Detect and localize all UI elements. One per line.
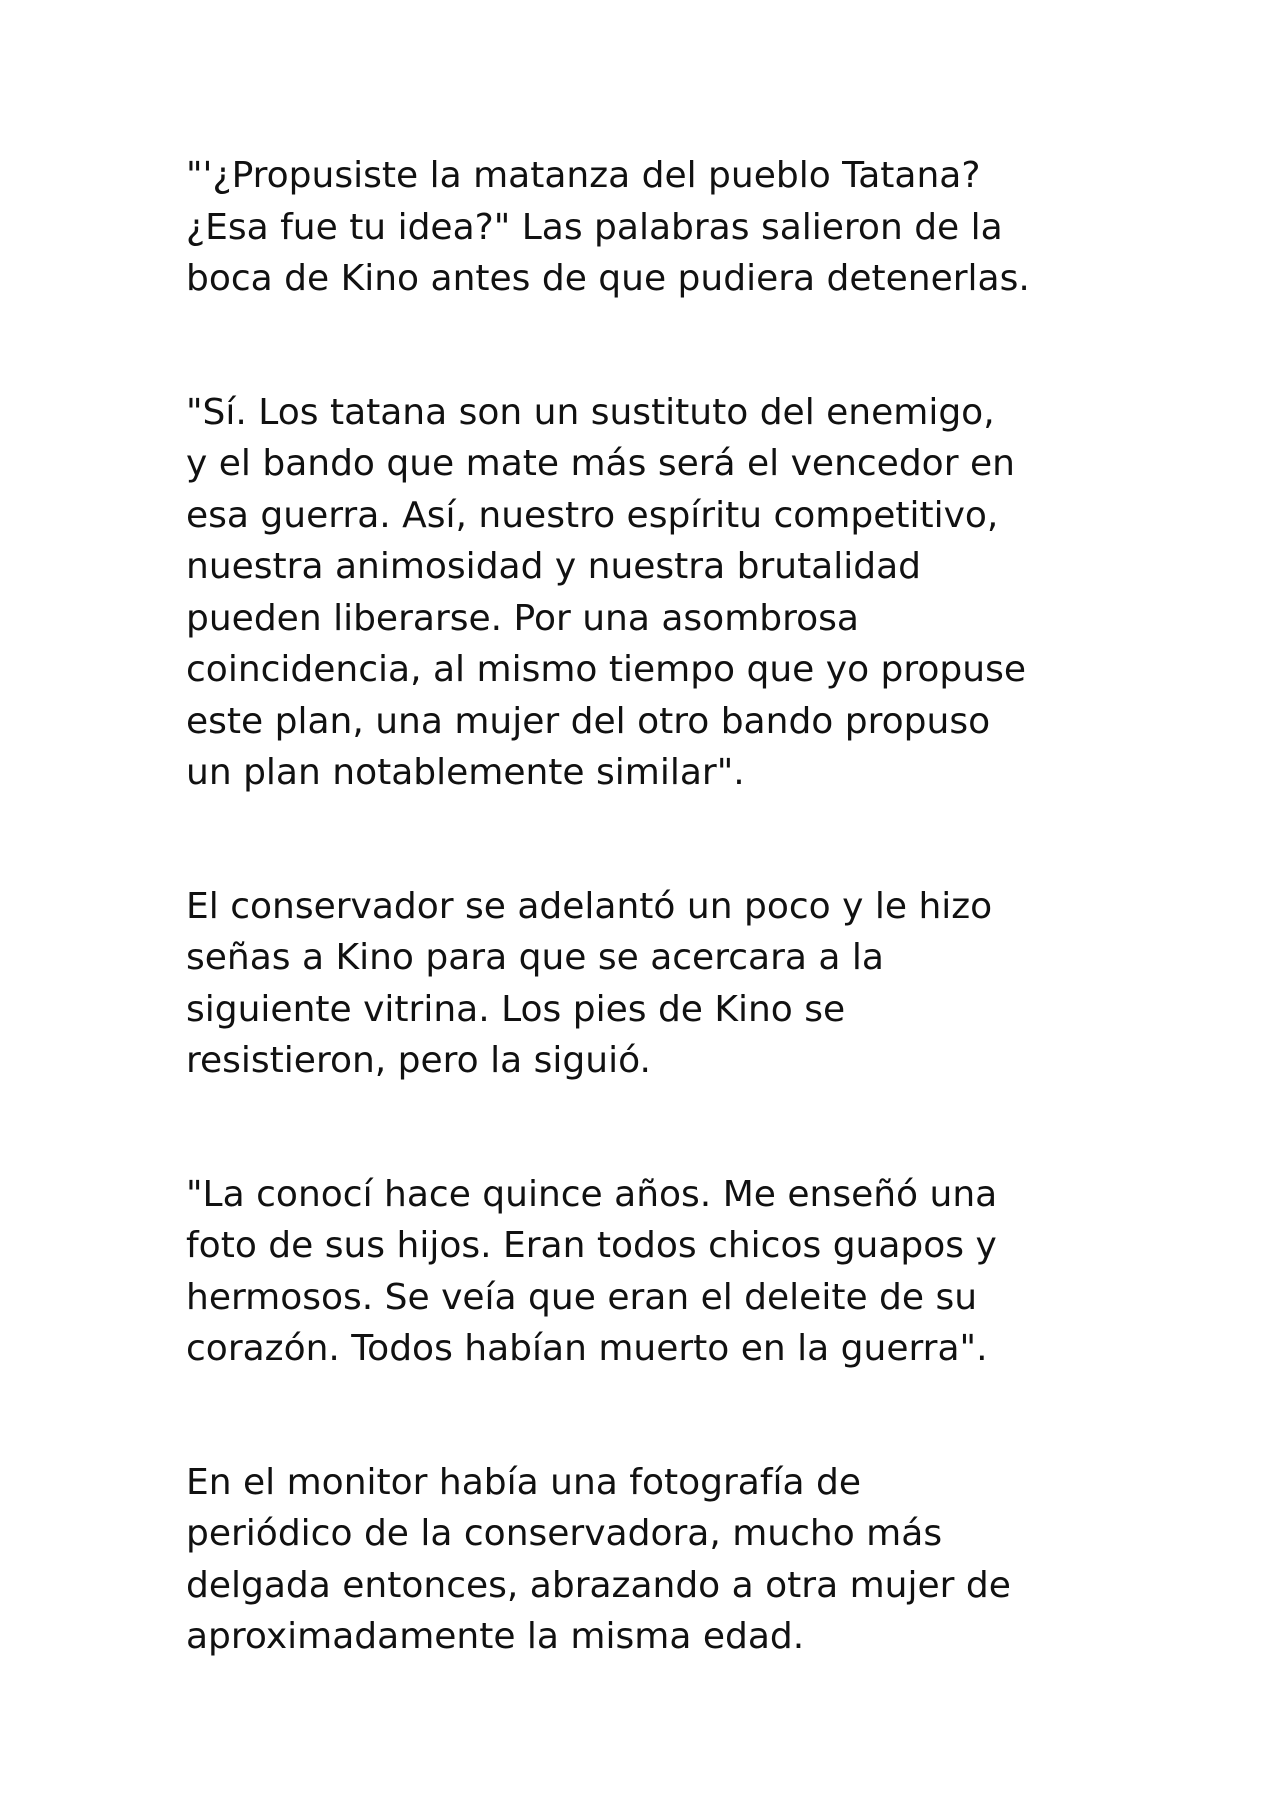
paragraph-3: El conservador se adelantó un poco y le hizo señas a Kino para que se acercara a la siguiente vitrina. Los pies de Kino se resistieron, pero la siguió. xyxy=(186,885,993,1081)
paragraph-4: "La conocí hace quince años. Me enseñó una foto de sus hijos. Eran todos chicos guapos y hermosos. Se veía que eran el deleite de su corazón. Todos habían muerto en la guerra". xyxy=(186,1173,998,1369)
paragraph-5: En el monitor había una fotografía de periódico de la conservadora, mucho más delgada entonces, abrazando a otra mujer de aproximadamente la misma edad. xyxy=(186,1461,1011,1657)
text-column xyxy=(186,150,1116,1663)
paragraph-2: "Sí. Los tatana son un sustituto del enemigo, y el bando que mate más será el vencedor en esa guerra. Así, nuestro espíritu competitivo, nuestra animosidad y nuestra brutalidad pueden liberarse. Por una asombrosa coincidencia, al mismo tiempo que yo propuse este plan, una mujer del otro bando propuso un plan notablemente similar". xyxy=(186,391,1027,793)
paragraph-1: "'¿Propusiste la matanza del pueblo Tatana? ¿Esa fue tu idea?" Las palabras salieron de la boca de Kino antes de que pudiera detenerlas. xyxy=(186,155,1030,299)
